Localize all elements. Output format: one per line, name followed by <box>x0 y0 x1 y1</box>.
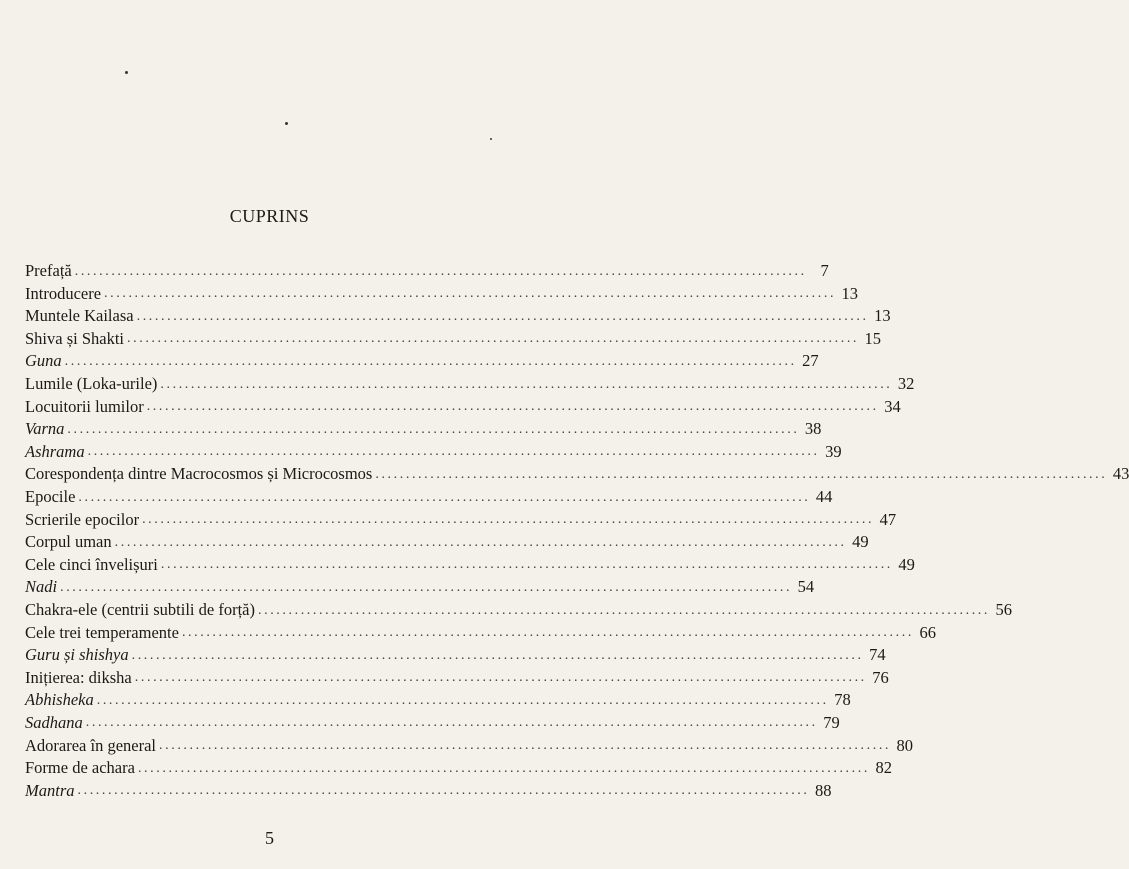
dot-leader: ........................................................................................................................ <box>114 534 847 550</box>
toc-entry-title: Nadi <box>25 577 58 597</box>
toc-entry-page: 43 <box>1112 464 1129 484</box>
toc-entry-title: Locuitorii lumilor <box>25 396 144 416</box>
toc-entry <box>25 370 915 394</box>
dot-leader: ........................................................................................................................ <box>131 647 864 663</box>
toc-entry-title: Forme de achara <box>25 758 135 778</box>
toc-entry-page: 66 <box>919 622 936 642</box>
toc-entry <box>25 619 936 642</box>
toc-entry <box>25 302 891 326</box>
toc-entry-page: 49 <box>852 532 869 552</box>
toc-entry-page: 13 <box>841 283 859 303</box>
dot-leader: ........................................................................................................................ <box>146 399 879 415</box>
toc-entry <box>25 686 851 710</box>
dot-leader: ........................................................................................................................ <box>137 760 870 776</box>
toc-entry-title: Sadhana <box>25 712 83 732</box>
dot-leader: ........................................................................................................................ <box>181 625 914 641</box>
print-speck <box>490 138 492 140</box>
toc-entry-page: 76 <box>872 667 889 687</box>
dot-leader: ........................................................................................................................ <box>159 738 892 754</box>
toc-entry-page: 54 <box>797 577 815 597</box>
dot-leader: ........................................................................................................................ <box>258 602 990 618</box>
dot-leader: ........................................................................................................................ <box>67 421 800 437</box>
toc-entry <box>25 347 819 371</box>
toc-entry-title: Prefață <box>25 261 72 281</box>
toc-entry <box>25 506 897 529</box>
toc-entry <box>25 641 886 665</box>
toc-entry-title: Ashrama <box>25 441 85 461</box>
toc-entry-title: Inițierea: diksha <box>25 667 132 687</box>
toc-entry-title: Varna <box>25 419 65 439</box>
toc-entry-title: Cele cinci învelișuri <box>25 554 158 574</box>
dot-leader: ........................................................................................................................ <box>160 376 893 392</box>
toc-entry-title: Chakra-ele (centrii subtili de forță) <box>25 600 255 619</box>
toc-entry <box>25 460 1129 484</box>
toc-entry-page: 44 <box>815 487 833 507</box>
dot-leader: ........................................................................................................................ <box>160 557 893 573</box>
toc-entry <box>25 257 829 281</box>
dot-leader: ........................................................................................................................ <box>134 670 867 686</box>
toc-entry-page: 49 <box>898 554 915 574</box>
toc-entry-title: Lumile (Loka-urile) <box>25 374 158 394</box>
toc-entry-page: 80 <box>896 735 914 755</box>
toc-entry <box>25 777 832 800</box>
dot-leader: ........................................................................................................................ <box>104 286 837 302</box>
toc-entry-page: 27 <box>802 351 819 371</box>
toc-entry <box>25 573 815 597</box>
toc-entry-title: Introducere <box>25 283 102 303</box>
toc-entry <box>25 528 869 552</box>
toc-entry-title: Adorarea în general <box>25 735 157 755</box>
toc-entry-page: 34 <box>884 396 901 416</box>
toc-entry-page: 47 <box>879 509 897 529</box>
toc-entry <box>25 596 1012 619</box>
toc-entry-title: Shiva și Shakti <box>25 328 125 348</box>
toc-entry-title: Guru și shishya <box>25 645 129 665</box>
toc-entry-title: Epocile <box>25 487 76 507</box>
toc-entry-title: Corespondența dintre Macrocosmos și Microcosmos <box>25 464 373 484</box>
dot-leader: ........................................................................................................................ <box>74 263 807 279</box>
print-speck <box>285 122 288 125</box>
dot-leader: ........................................................................................................................ <box>375 466 1108 482</box>
toc-entry-title: Scrierile epocilor <box>25 509 140 529</box>
dot-leader: ........................................................................................................................ <box>136 308 869 324</box>
toc-entry <box>25 709 840 732</box>
print-speck <box>125 71 128 74</box>
toc-entry <box>25 551 915 574</box>
table-of-contents <box>25 257 1129 800</box>
toc-entry <box>25 393 901 416</box>
toc-entry <box>25 415 822 439</box>
toc-entry-title: Abhisheka <box>25 690 94 710</box>
toc-entry-page: 38 <box>804 419 822 439</box>
toc-entry-page: 39 <box>825 441 842 461</box>
toc-entry <box>25 438 842 461</box>
toc-entry-page: 82 <box>875 758 892 778</box>
toc-entry-page: 32 <box>897 374 915 394</box>
toc-entry <box>25 731 914 755</box>
toc-entry-page: 13 <box>874 306 891 326</box>
toc-entry-title: Corpul uman <box>25 532 112 552</box>
toc-entry-page: 78 <box>834 690 851 710</box>
dot-leader: ........................................................................................................................ <box>127 331 860 347</box>
page-title: CUPRINS <box>229 206 310 226</box>
dot-leader: ........................................................................................................................ <box>60 579 793 595</box>
toc-entry-page: 7 <box>820 261 829 281</box>
toc-entry-page: 88 <box>815 780 832 800</box>
dot-leader: ........................................................................................................................ <box>96 692 829 708</box>
dot-leader: ........................................................................................................................ <box>78 489 811 505</box>
toc-entry-title: Mantra <box>25 780 75 800</box>
toc-entry <box>25 754 892 778</box>
toc-entry-title: Muntele Kailasa <box>25 306 134 326</box>
toc-entry <box>25 664 889 687</box>
toc-entry-title: Cele trei temperamente <box>25 622 179 642</box>
toc-entry <box>25 483 833 507</box>
toc-entry-page: 15 <box>864 328 882 348</box>
toc-entry-page: 56 <box>995 600 1012 619</box>
dot-leader: ........................................................................................................................ <box>77 783 810 799</box>
toc-entry-page: 79 <box>823 712 840 732</box>
dot-leader: ........................................................................................................................ <box>142 512 875 528</box>
toc-entry-title: Guna <box>25 351 62 371</box>
toc-entry <box>25 280 859 303</box>
toc-entry-page: 74 <box>869 645 886 665</box>
dot-leader: ........................................................................................................................ <box>64 353 797 369</box>
page-number: 5 <box>265 828 274 848</box>
toc-entry <box>25 325 882 348</box>
dot-leader: ........................................................................................................................ <box>87 444 820 460</box>
dot-leader: ........................................................................................................................ <box>85 715 818 731</box>
